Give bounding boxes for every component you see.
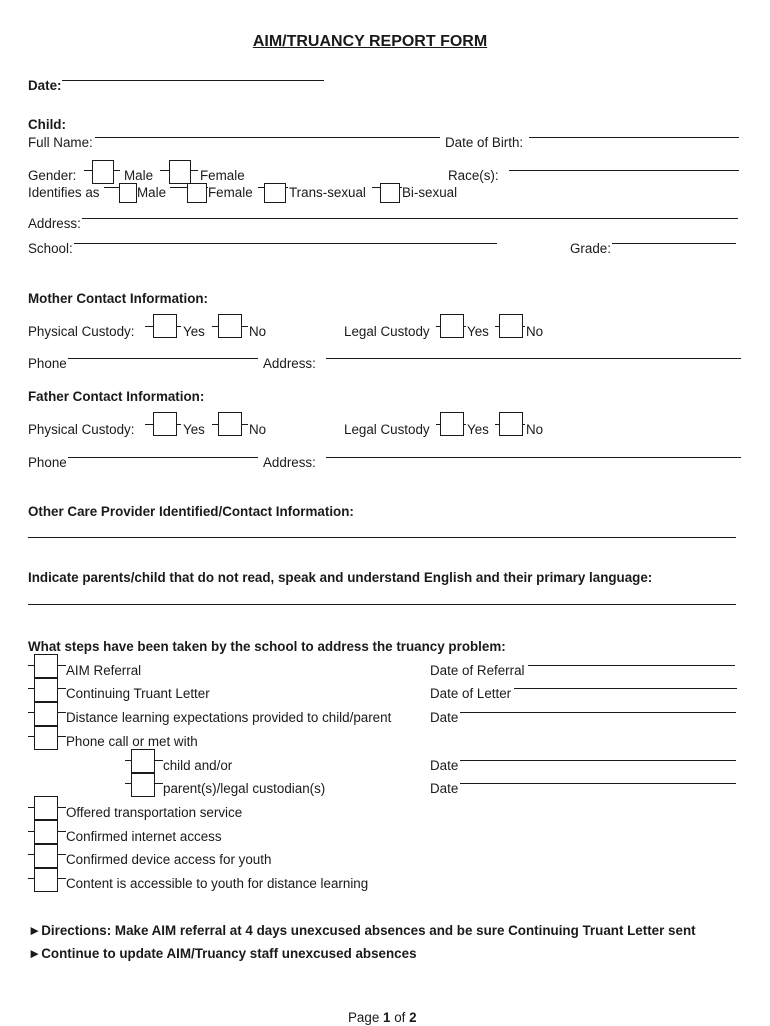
directions-line-2: ►Continue to update AIM/Truancy staff unexcused absences [28, 946, 417, 961]
father-legal-no-label: No [526, 422, 544, 437]
mother-legal-no-checkbox[interactable] [499, 314, 523, 338]
content-checkbox[interactable] [34, 868, 58, 892]
mother-legal-no-label: No [526, 324, 544, 339]
mother-legal-yes-checkbox[interactable] [440, 314, 464, 338]
father-physical-yes-label: Yes [183, 422, 205, 437]
date-of-letter-field[interactable] [514, 688, 737, 689]
mother-physical-no-label: No [249, 324, 267, 339]
distance-date-label: Date [430, 710, 459, 725]
mother-physical-no-checkbox[interactable] [218, 314, 242, 338]
child-date-field[interactable] [460, 760, 736, 761]
gender-male-label: Male [124, 168, 154, 183]
identifies-male-checkbox[interactable] [119, 183, 137, 203]
date-field[interactable] [62, 80, 324, 81]
grade-label: Grade: [570, 241, 611, 256]
father-physical-no-checkbox[interactable] [218, 412, 242, 436]
phone-call-label: Phone call or met with [66, 734, 198, 749]
device-checkbox[interactable] [34, 844, 58, 868]
child-address-field[interactable] [82, 218, 738, 219]
distance-learning-label: Distance learning expectations provided to child/parent [66, 710, 392, 725]
child-address-label: Address: [28, 216, 81, 231]
father-legal-yes-checkbox[interactable] [440, 412, 464, 436]
steps-heading: What steps have been taken by the school to address the truancy problem: [28, 639, 506, 654]
mother-physical-yes-label: Yes [183, 324, 205, 339]
child-andor-checkbox[interactable] [131, 749, 155, 773]
full-name-field[interactable] [95, 137, 440, 138]
page-word: Page [348, 1010, 380, 1025]
father-phone-label: Phone [28, 455, 67, 470]
page-current: 1 [383, 1010, 391, 1025]
date-of-referral-field[interactable] [528, 665, 735, 666]
page-total: 2 [409, 1010, 417, 1025]
gender-male-checkbox[interactable] [92, 160, 114, 184]
father-address-label: Address: [263, 455, 316, 470]
distance-date-field[interactable] [460, 712, 736, 713]
father-legal-no-checkbox[interactable] [499, 412, 523, 436]
identifies-female-label: Female [208, 185, 253, 200]
mother-physical-label: Physical Custody: [28, 324, 135, 339]
mother-phone-field[interactable] [68, 358, 258, 359]
mother-legal-label: Legal Custody [344, 324, 430, 339]
mother-address-label: Address: [263, 356, 316, 371]
school-label: School: [28, 241, 73, 256]
internet-label: Confirmed internet access [66, 829, 222, 844]
dob-label: Date of Birth: [445, 135, 524, 150]
language-field[interactable] [28, 604, 736, 605]
date-label: Date: [28, 78, 62, 93]
mother-phone-label: Phone [28, 356, 67, 371]
mother-address-field[interactable] [326, 358, 741, 359]
date-of-letter-label: Date of Letter [430, 686, 512, 701]
father-phone-field[interactable] [68, 457, 258, 458]
gender-female-checkbox[interactable] [169, 160, 191, 184]
mother-legal-yes-label: Yes [467, 324, 489, 339]
school-field[interactable] [74, 243, 497, 244]
identifies-label: Identifies as [28, 185, 100, 200]
identifies-trans-checkbox[interactable] [264, 183, 286, 203]
directions-line-1: ►Directions: Make AIM referral at 4 days unexcused absences and be sure Continuing Truant Letter sent [28, 923, 696, 938]
device-label: Confirmed device access for youth [66, 852, 272, 867]
father-physical-no-label: No [249, 422, 267, 437]
aim-referral-checkbox[interactable] [34, 654, 58, 678]
identifies-bi-checkbox[interactable] [380, 183, 400, 203]
gender-female-label: Female [200, 168, 245, 183]
transportation-label: Offered transportation service [66, 805, 243, 820]
father-physical-yes-checkbox[interactable] [153, 412, 177, 436]
transportation-checkbox[interactable] [34, 796, 58, 820]
other-care-field[interactable] [28, 537, 736, 538]
parents-checkbox[interactable] [131, 773, 155, 797]
page-of: of [394, 1010, 406, 1025]
form-title: AIM/TRUANCY REPORT FORM [252, 33, 488, 50]
gender-label: Gender: [28, 168, 77, 183]
identifies-female-checkbox[interactable] [187, 183, 207, 203]
father-heading: Father Contact Information: [28, 389, 205, 404]
identifies-trans-label: Trans-sexual [289, 185, 366, 200]
distance-learning-checkbox[interactable] [34, 702, 58, 726]
content-label: Content is accessible to youth for distance learning [66, 876, 369, 891]
dob-field[interactable] [529, 137, 739, 138]
other-care-heading: Other Care Provider Identified/Contact Information: [28, 504, 354, 519]
father-address-field[interactable] [326, 457, 741, 458]
internet-checkbox[interactable] [34, 820, 58, 844]
continuing-letter-label: Continuing Truant Letter [66, 686, 210, 701]
parents-date-label: Date [430, 781, 459, 796]
mother-heading: Mother Contact Information: [28, 291, 209, 306]
race-label: Race(s): [448, 168, 499, 183]
aim-referral-label: AIM Referral [66, 663, 142, 678]
mother-physical-yes-checkbox[interactable] [153, 314, 177, 338]
language-heading: Indicate parents/child that do not read, speak and understand English and their primary language: [28, 570, 653, 585]
phone-call-checkbox[interactable] [34, 726, 58, 750]
father-legal-label: Legal Custody [344, 422, 430, 437]
child-andor-label: child and/or [163, 758, 233, 773]
full-name-label: Full Name: [28, 135, 93, 150]
date-of-referral-label: Date of Referral [430, 663, 525, 678]
child-date-label: Date [430, 758, 459, 773]
identifies-bi-label: Bi-sexual [402, 185, 458, 200]
parents-date-field[interactable] [460, 783, 736, 784]
continuing-letter-checkbox[interactable] [34, 678, 58, 702]
grade-field[interactable] [612, 243, 736, 244]
race-field[interactable] [509, 170, 739, 171]
father-physical-label: Physical Custody: [28, 422, 135, 437]
child-heading: Child: [28, 117, 66, 132]
father-legal-yes-label: Yes [467, 422, 489, 437]
identifies-male-label: Male [137, 185, 167, 200]
parents-label: parent(s)/legal custodian(s) [163, 781, 326, 796]
